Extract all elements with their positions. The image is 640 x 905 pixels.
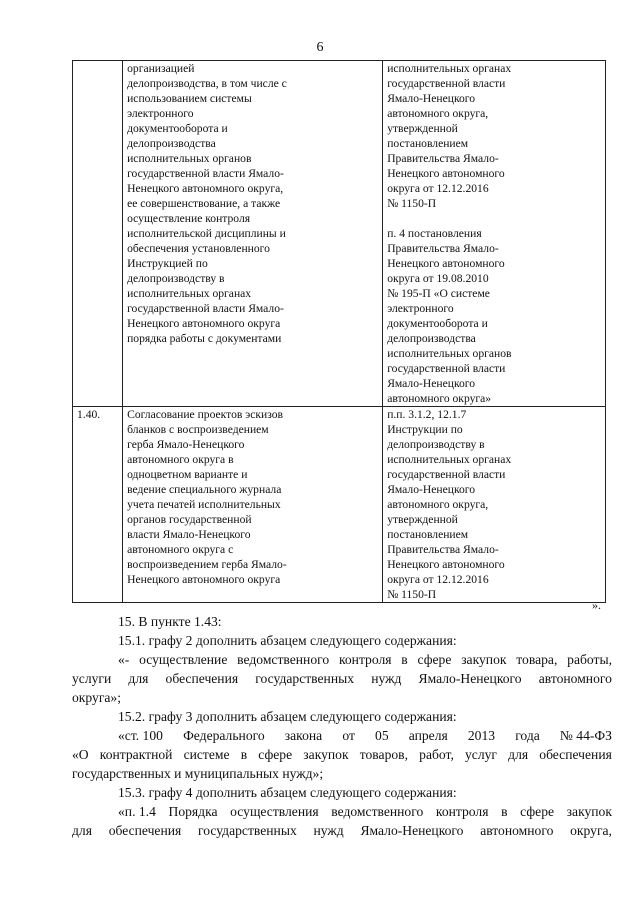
text-line: герба Ямало-Ненецкого (127, 438, 245, 451)
text-line: утвержденной (387, 513, 458, 526)
word: услуг (465, 747, 497, 762)
word: года (515, 728, 540, 743)
closing-quote: ». (592, 598, 601, 612)
basis-cell (383, 407, 606, 603)
text-line: государственной власти (387, 468, 506, 481)
word: 05 (375, 728, 389, 743)
table-row-continued (73, 61, 606, 407)
word: в (240, 747, 248, 762)
word: для (128, 671, 149, 686)
word: в (501, 804, 508, 819)
text-line: делопроизводству в (387, 438, 485, 451)
word: услуги (72, 671, 112, 686)
word: закупок (461, 652, 507, 667)
word: нужд (313, 823, 344, 838)
word: товаров, (359, 747, 408, 762)
word: «ст. 100 (118, 728, 163, 743)
word: закона (284, 728, 323, 743)
text-line: исполнительных органов (387, 347, 512, 360)
text-line: автономного округа с (127, 543, 234, 556)
amendment-text (72, 612, 612, 840)
text-line: использованием системы (127, 92, 252, 105)
paragraph-15-2: 15.2. графу 3 дополнить абзацем следующего содержания: (118, 709, 457, 724)
word: автономного (538, 671, 612, 686)
word: государственных (255, 671, 355, 686)
paragraph-15-3-quote-line2 (72, 821, 612, 840)
word: закупок (303, 747, 349, 762)
table-row-1-40 (73, 407, 606, 603)
text-line: автономного округа, (387, 107, 489, 120)
function-text (127, 61, 378, 346)
word: в (401, 652, 408, 667)
basis-text-b (387, 226, 601, 406)
text-line: п. 4 постановления (387, 227, 482, 240)
text-line: Правительства Ямало- (387, 242, 499, 255)
text-line: Ненецкого автономного (387, 167, 505, 180)
paragraph-15-3-quote-line1 (72, 802, 612, 821)
word: нужд (371, 671, 402, 686)
paragraph-15-2-quote-line3: государственных и муниципальных нужд»; (72, 766, 324, 781)
text-line: постановлением (387, 528, 469, 541)
word: сфере (258, 747, 293, 762)
word: осуществления (230, 804, 319, 819)
text-line: округа от 19.08.2010 (387, 272, 489, 285)
function-cell (123, 407, 383, 603)
word: обеспечения (539, 747, 612, 762)
text-line: утвержденной (387, 122, 458, 135)
text-line: автономного округа, (387, 498, 489, 511)
text-line: делопроизводства, в том числе с (127, 77, 287, 90)
text-line: Ненецкого автономного (387, 558, 505, 571)
word: 2013 (467, 728, 496, 743)
text-line: постановлением (387, 137, 469, 150)
text-line: Правительства Ямало- (387, 543, 499, 556)
text-line: делопроизводству в (127, 272, 225, 285)
functions-table (72, 60, 606, 603)
paragraph-15-2-quote-line2 (72, 745, 612, 764)
text-line: ее совершенствование, а также (127, 197, 281, 210)
function-text (127, 407, 378, 587)
text-line: исполнительных органах (127, 287, 252, 300)
text-line: Правительства Ямало- (387, 152, 499, 165)
word: обеспечения (165, 671, 239, 686)
text-line: № 1150-П (387, 588, 437, 601)
word: осуществление (139, 652, 228, 667)
paragraph-15-1: 15.1. графу 2 дополнить абзацем следующего содержания: (118, 633, 457, 648)
text-line: электронного (387, 302, 454, 315)
text-line: Ненецкого автономного округа (127, 317, 281, 330)
text-line: автономного округа в (127, 453, 234, 466)
text-line: № 1150-П (387, 197, 437, 210)
word: округа, (570, 823, 612, 838)
text-line: государственной власти Ямало- (127, 302, 284, 315)
word: Порядка (168, 804, 218, 819)
word: обеспечения (108, 823, 182, 838)
word: апреля (408, 728, 448, 743)
word: автономного (480, 823, 554, 838)
paragraph-15-1-quote-line1 (72, 650, 612, 669)
text-line: порядка работы с документами (127, 332, 282, 345)
word: от (342, 728, 355, 743)
text-line: документооборота и (387, 317, 488, 330)
text-line: округа от 12.12.2016 (387, 182, 489, 195)
text-line: Ямало-Ненецкого (387, 377, 476, 390)
text-line: Ненецкого автономного округа, (127, 182, 284, 195)
text-line: одноцветном варианте и (127, 468, 248, 481)
text-line: Инструкции по (387, 423, 463, 436)
word: сфере (417, 652, 452, 667)
text-line: Инструкцией по (127, 257, 208, 270)
text-line: обеспечения установленного (127, 242, 270, 255)
text-line: воспроизведением герба Ямало- (127, 558, 287, 571)
word: контроля (435, 804, 489, 819)
text-line: автономного округа» (387, 392, 492, 405)
text-line: Согласование проектов эскизов (127, 408, 283, 421)
word: Ямало-Ненецкого (418, 671, 522, 686)
basis-text-a (387, 61, 601, 211)
text-line: округа от 12.12.2016 (387, 573, 489, 586)
text-line: власти Ямало-Ненецкого (127, 528, 251, 541)
word: работ, (419, 747, 454, 762)
word: ведомственного (331, 804, 424, 819)
text-line: органов государственной (127, 513, 252, 526)
text-line: Ямало-Ненецкого (387, 92, 476, 105)
word: для (72, 823, 92, 838)
word: работы, (567, 652, 612, 667)
text-line: ведение специального журнала (127, 483, 282, 496)
page-number: 6 (316, 40, 324, 55)
word: «п. 1.4 (118, 804, 156, 819)
word: «- (118, 652, 130, 667)
word: для (508, 747, 529, 762)
text-line: делопроизводства (127, 137, 216, 150)
paragraph-15-1-quote-line3: округа»; (72, 690, 121, 705)
row-number-cell: 1.40. (73, 407, 123, 603)
word: Ямало-Ненецкого (360, 823, 464, 838)
text-line: Ямало-Ненецкого (387, 483, 476, 496)
paragraph-15-1-quote-line2 (72, 669, 612, 688)
paragraph-15-3: 15.3. графу 4 дополнить абзацем следующего содержания: (118, 785, 457, 800)
text-line: № 195-П «О системе (387, 287, 490, 300)
text-line: учета печатей исполнительных (127, 498, 281, 511)
text-line: исполнительных органов (127, 152, 252, 165)
text-line: документооборота и (127, 122, 228, 135)
word: государственных (198, 823, 297, 838)
word: «О (72, 747, 89, 762)
text-line: исполнительской дисциплины и (127, 227, 286, 240)
text-line: государственной власти (387, 77, 506, 90)
paragraph-15-2-quote-line1 (72, 726, 612, 745)
text-line: Ненецкого автономного (387, 257, 505, 270)
text-line: организацией (127, 62, 195, 75)
word: сфере (520, 804, 555, 819)
word: контрактной (99, 747, 173, 762)
word: контроля (338, 652, 392, 667)
text-line: государственной власти Ямало- (127, 167, 284, 180)
word: системе (183, 747, 230, 762)
text-line: бланков с воспроизведением (127, 423, 269, 436)
basis-text (387, 407, 601, 602)
function-cell (123, 61, 383, 407)
text-line: государственной власти (387, 362, 506, 375)
word: Федерального (183, 728, 265, 743)
word: № 44-ФЗ (559, 728, 612, 743)
word: закупок (566, 804, 612, 819)
text-line: делопроизводства (387, 332, 476, 345)
paragraph-15: 15. В пункте 1.43: (118, 614, 222, 629)
text-line: исполнительных органах (387, 453, 512, 466)
basis-cell (383, 61, 606, 407)
text-line: осуществление контроля (127, 212, 251, 225)
row-number-cell (73, 61, 123, 407)
text-line: Ненецкого автономного округа (127, 573, 281, 586)
word: ведомственного (237, 652, 330, 667)
text-line: п.п. 3.1.2, 12.1.7 (387, 408, 467, 421)
word: товара, (516, 652, 558, 667)
text-line: исполнительных органах (387, 62, 512, 75)
text-line: электронного (127, 107, 194, 120)
